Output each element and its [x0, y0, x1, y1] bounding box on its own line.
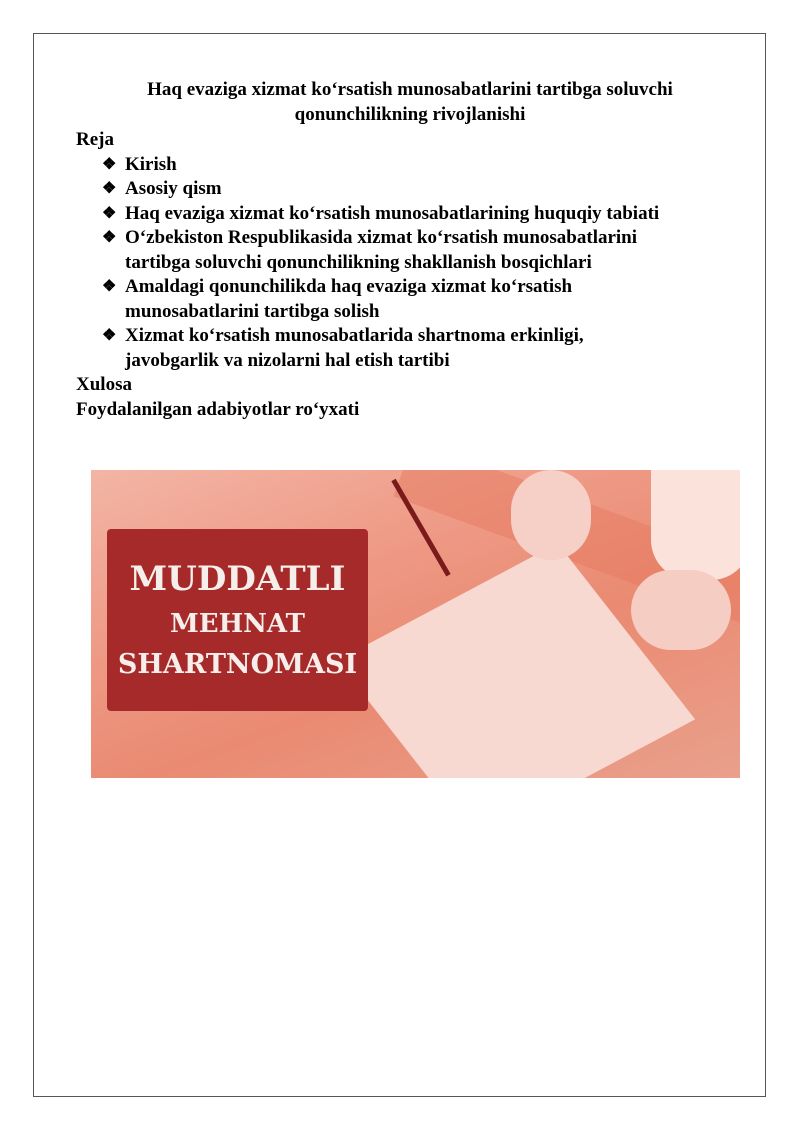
plan-item-line: O‘zbekiston Respublikasida xizmat ko‘rsatish munosabatlarini: [125, 227, 638, 248]
diamond-bullet-icon: ❖: [102, 229, 117, 246]
plan-item-line: Kirish: [125, 153, 177, 175]
plan-item: [76, 226, 659, 275]
contract-image: [91, 470, 740, 778]
title-line-1: Haq evaziga xizmat ko‘rsatish munosabatlarini tartibga soluvchi: [147, 79, 673, 100]
plan-item-line: Haq evaziga xizmat ko‘rsatish munosabatlarining huquqiy tabiati: [125, 202, 660, 224]
title-line-2: qonunchilikning rivojlanishi: [294, 104, 526, 125]
plan-item-line: javobgarlik va nizolarni hal etish tartibi: [125, 349, 450, 371]
plan-list: [76, 153, 659, 374]
plan-item: [76, 275, 659, 324]
diamond-bullet-icon: ❖: [102, 204, 117, 222]
plan-item: [76, 324, 659, 373]
plan-item: [76, 177, 659, 202]
hand: [631, 570, 731, 650]
plan-heading: Reja: [76, 129, 114, 150]
hand: [511, 470, 591, 560]
references-heading: Foydalanilgan adabiyotlar ro‘yxati: [76, 398, 360, 420]
plan-item-line: Asosiy qism: [125, 178, 222, 199]
image-caption-box: MUDDATLI MEHNAT SHARTNOMASI: [107, 529, 368, 711]
plan-item: [76, 153, 659, 178]
plan-item-line: munosabatlarini tartibga solish: [125, 300, 380, 322]
document-title: [60, 77, 760, 127]
plan-item-line: Amaldagi qonunchilikda haq evaziga xizmat ko‘rsatish: [125, 276, 573, 297]
plan-item-line: tartibga soluvchi qonunchilikning shakllanish bosqichlari: [125, 251, 592, 273]
plan-section: [76, 128, 659, 422]
diamond-bullet-icon: ❖: [102, 155, 117, 173]
diamond-bullet-icon: ❖: [102, 278, 117, 295]
conclusion-heading: Xulosa: [76, 374, 132, 395]
diamond-bullet-icon: ❖: [102, 180, 117, 197]
plan-item: [76, 202, 659, 227]
diamond-bullet-icon: ❖: [102, 327, 117, 344]
plan-item-line: Xizmat ko‘rsatish munosabatlarida shartnoma erkinligi,: [125, 325, 584, 346]
